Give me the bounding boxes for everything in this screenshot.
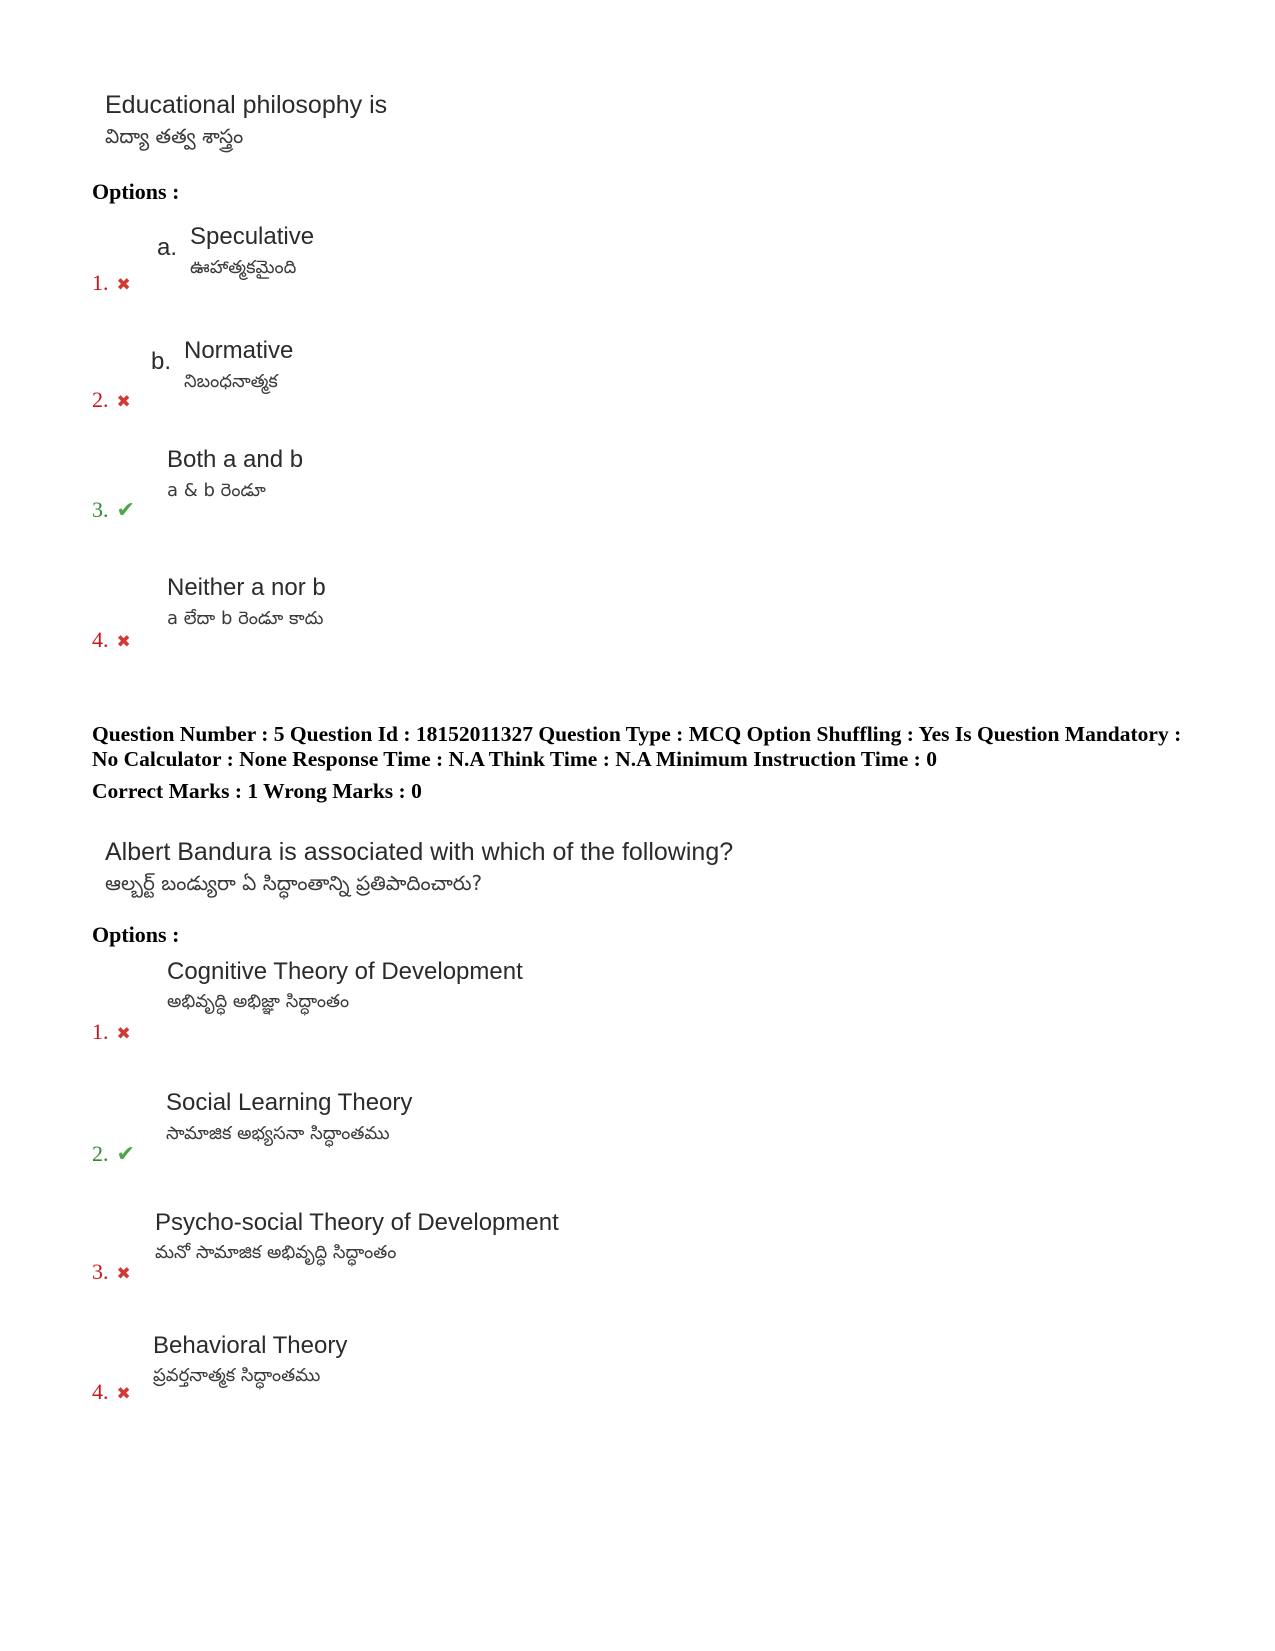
option-text-te: అభివృద్ధి అభిజ్ఞా సిద్ధాంతం [167, 991, 350, 1012]
question-text-en: Albert Bandura is associated with which of the following? [105, 838, 734, 866]
option-text-te: a లేదా b రెండూ కాదు [167, 608, 324, 629]
wrong-icon: ✖ [116, 632, 131, 652]
option-text-en: Cognitive Theory of Development [167, 958, 523, 985]
option-text-en: Speculative [190, 223, 315, 250]
option-text-en: Normative [184, 337, 294, 364]
option-number: 4. ✖ [92, 1379, 131, 1404]
question-text-te: ఆల్బర్ట్ బండ్యురా ఏ సిద్ధాంతాన్ని ప్రతిపాదించారు? [105, 871, 483, 895]
option-text-en: Neither a nor b [167, 574, 326, 601]
wrong-icon: ✖ [116, 392, 131, 412]
option-number: 1. ✖ [92, 1019, 131, 1044]
option-number: 3. ✖ [92, 1259, 131, 1284]
option-letter: a. [157, 234, 178, 261]
options-label: Options : [92, 922, 180, 947]
options-label: Options : [92, 179, 180, 204]
option-text-en: Psycho-social Theory of Development [155, 1209, 559, 1236]
wrong-icon: ✖ [116, 1384, 131, 1404]
question-text-en: Educational philosophy is [105, 91, 388, 119]
wrong-icon: ✖ [116, 1264, 131, 1284]
question-text-te: విద్యా తత్వ శాస్త్రం [105, 124, 244, 148]
option-number: 4. ✖ [92, 627, 131, 652]
option-text-en: Both a and b [167, 446, 304, 473]
option-letter: b. [151, 348, 172, 375]
option-text-en: Social Learning Theory [166, 1089, 413, 1116]
marks-meta: Correct Marks : 1 Wrong Marks : 0 [92, 779, 422, 803]
question-meta: Question Number : 5 Question Id : 18152011327 Question Type : MCQ Option Shuffling : Yes Is Question Mandatory : No Calculator : None Response Time : N.A Think Time : N.A Minimum Instruction Time : 0 [92, 722, 1182, 771]
option-number: 2. ✔ [92, 1141, 135, 1167]
option-text-te: a & b రెండూ [167, 480, 266, 501]
option-number: 2. ✖ [92, 387, 131, 412]
check-icon: ✔ [116, 1142, 135, 1167]
option-number: 3. ✔ [92, 497, 135, 523]
option-text-te: సామాజిక అభ్యసనా సిద్ధాంతము [166, 1123, 390, 1144]
check-icon: ✔ [116, 498, 135, 523]
option-text-te: ఊహాత్మకమైంది [190, 257, 297, 278]
option-text-te: మనో సామాజిక అభివృద్ధి సిద్ధాంతం [155, 1242, 397, 1263]
option-text-en: Behavioral Theory [153, 1332, 348, 1359]
wrong-icon: ✖ [116, 275, 131, 295]
option-text-te: నిబంధనాత్మక [184, 371, 278, 392]
option-text-te: ప్రవర్తనాత్మక సిద్ధాంతము [153, 1365, 321, 1386]
wrong-icon: ✖ [116, 1024, 131, 1044]
option-number: 1. ✖ [92, 270, 131, 295]
